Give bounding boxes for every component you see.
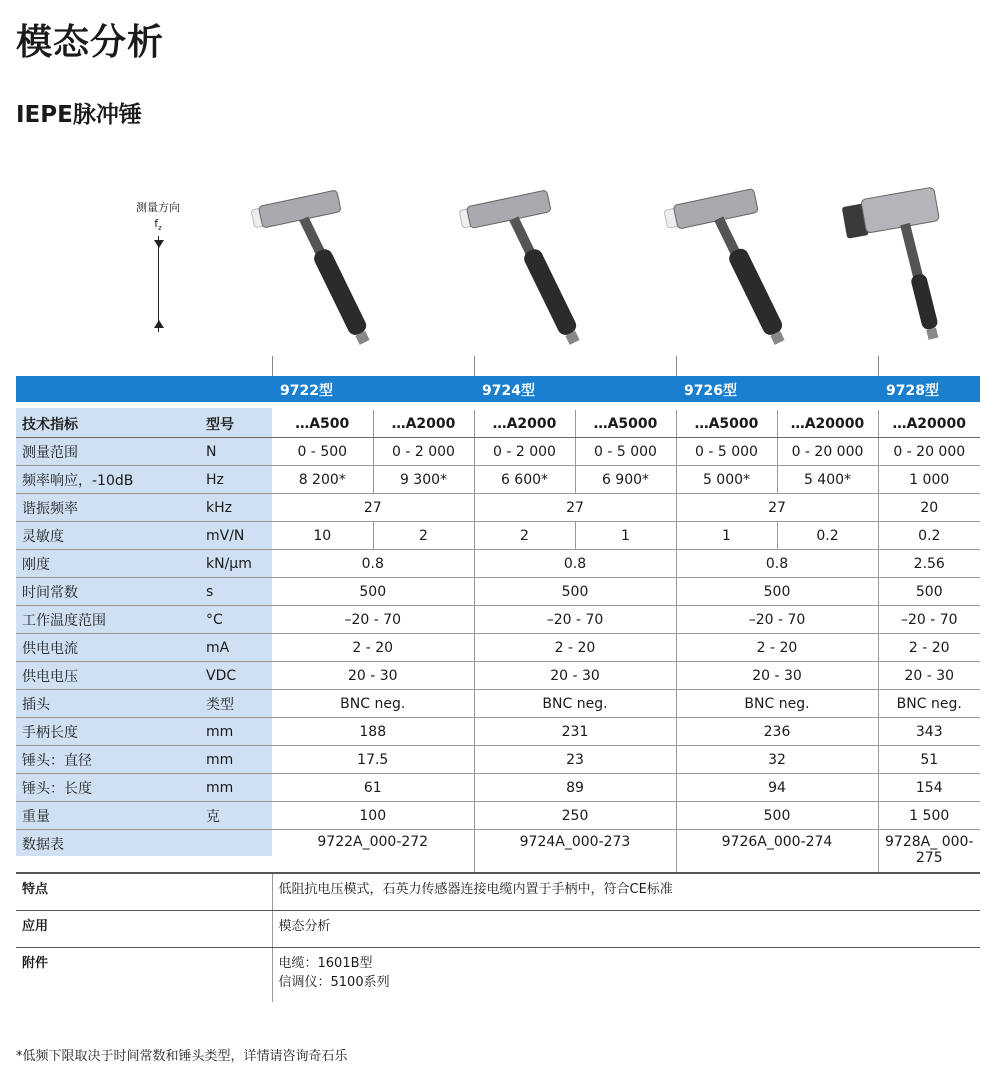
model-9722: 9722型 [280,383,333,399]
table-cell: 0 - 5 000 [676,438,777,466]
row-unit [202,830,272,873]
table-cell: 0 - 20 000 [878,438,980,466]
hammer-9728-image [835,180,975,360]
table-cell: –20 - 70 [878,606,980,634]
table-row [16,802,980,830]
model-9724: 9724型 [482,383,535,399]
feature-key: 附件 [22,956,49,971]
header-variant: …A5000 [676,410,777,438]
hammer-9722-image [240,180,380,360]
feature-row [16,874,980,911]
feature-key: 应用 [16,911,272,948]
table-cell: 89 [474,774,676,802]
separator [676,356,677,376]
table-cell: 9724A_000-273 [474,830,676,873]
page-subtitle: IEPE脉冲锤 [16,102,142,128]
spec-header-row [16,410,980,438]
row-label: 工作温度范围 [16,606,202,634]
table-cell: BNC neg. [676,690,878,718]
table-cell: 20 - 30 [676,662,878,690]
table-cell: 2 - 20 [272,634,474,662]
model-9728: 9728型 [886,383,939,399]
row-label: 谐振频率 [16,494,202,522]
page-title: 模态分析 [16,22,165,63]
table-cell: 500 [878,578,980,606]
header-variant: …A2000 [373,410,474,438]
row-unit: s [202,578,272,606]
separator [474,356,475,376]
row-unit: mV/N [202,522,272,550]
table-cell: 0 - 500 [272,438,373,466]
row-unit: 类型 [202,690,272,718]
footnote: *低频下限取决于时间常数和锤头类型，详情请咨询奇石乐 [16,1049,348,1064]
table-cell: 61 [272,774,474,802]
row-unit: mm [202,746,272,774]
table-row [16,578,980,606]
header-variant: …A2000 [474,410,575,438]
row-label: 重量 [16,802,202,830]
table-cell: 100 [272,802,474,830]
table-row [16,690,980,718]
table-cell: 0.2 [878,522,980,550]
feature-line: 低阻抗电压模式，石英力传感器连接电缆内置于手柄中，符合CE标准 [278,882,673,897]
table-cell: 9728A_ 000-275 [878,830,980,873]
table-cell: 2 [474,522,575,550]
table-cell: 500 [676,578,878,606]
feature-line: 信调仪：5100系列 [278,975,390,990]
table-cell: 6 900* [575,466,676,494]
table-cell: 27 [272,494,474,522]
table-cell: 94 [676,774,878,802]
table-cell: –20 - 70 [272,606,474,634]
header-label: 技术指标 [16,410,202,438]
table-cell: 10 [272,522,373,550]
hammer-9724-image [450,180,590,360]
table-cell: 2 - 20 [474,634,676,662]
table-cell: BNC neg. [474,690,676,718]
row-label: 供电电流 [16,634,202,662]
table-cell: 8 200* [272,466,373,494]
table-cell: 2 - 20 [878,634,980,662]
table-cell: 1 [676,522,777,550]
row-label: 频率响应，-10dB [16,466,202,494]
table-cell: 0 - 2 000 [474,438,575,466]
row-unit: mA [202,634,272,662]
table-cell: 27 [474,494,676,522]
table-cell: BNC neg. [272,690,474,718]
table-row [16,466,980,494]
row-unit: kN/µm [202,550,272,578]
table-cell: 5 000* [676,466,777,494]
table-cell: 20 - 30 [878,662,980,690]
row-label: 插头 [16,690,202,718]
hammer-9726-image [655,180,795,360]
row-label: 锤头：长度 [16,774,202,802]
table-row [16,438,980,466]
table-cell: 20 - 30 [474,662,676,690]
table-cell: 500 [676,802,878,830]
row-label: 测量范围 [16,438,202,466]
feature-line: 电缆：1601B型 [278,956,373,971]
table-row [16,662,980,690]
row-unit: °C [202,606,272,634]
table-cell: 231 [474,718,676,746]
table-cell: 5 400* [777,466,878,494]
table-row [16,634,980,662]
separator [272,356,273,376]
row-label: 手柄长度 [16,718,202,746]
table-cell: 1 000 [878,466,980,494]
table-cell: 0 - 20 000 [777,438,878,466]
row-label: 刚度 [16,550,202,578]
table-cell: 20 [878,494,980,522]
feature-row [16,911,980,948]
row-unit: mm [202,718,272,746]
table-cell: 0 - 5 000 [575,438,676,466]
row-unit: Hz [202,466,272,494]
table-row [16,830,980,873]
table-cell: 1 [575,522,676,550]
table-cell: –20 - 70 [474,606,676,634]
table-cell: 154 [878,774,980,802]
table-cell: 32 [676,746,878,774]
table-row [16,774,980,802]
header-variant: …A5000 [575,410,676,438]
header-unit: 型号 [202,410,272,438]
table-row [16,718,980,746]
row-unit: N [202,438,272,466]
direction-label: 测量方向 [136,201,180,214]
feature-line: 模态分析 [278,919,331,934]
table-row [16,522,980,550]
table-cell: 27 [676,494,878,522]
table-cell: 23 [474,746,676,774]
table-cell: –20 - 70 [676,606,878,634]
header-variant: …A500 [272,410,373,438]
table-cell: 9722A_000-272 [272,830,474,873]
row-label: 供电电压 [16,662,202,690]
table-cell: 51 [878,746,980,774]
separator [878,356,879,376]
header-variant: …A20000 [777,410,878,438]
table-cell: 2 - 20 [676,634,878,662]
feature-value [272,948,980,1003]
table-cell: 0 - 2 000 [373,438,474,466]
feature-table [16,873,980,1002]
direction-axis: $f_z$ [154,217,162,233]
arrow-down-icon [154,240,164,248]
table-cell: 9 300* [373,466,474,494]
table-cell: 0.8 [676,550,878,578]
table-cell: 250 [474,802,676,830]
model-9726: 9726型 [684,383,737,399]
table-cell: 0.8 [474,550,676,578]
feature-value [272,874,980,911]
row-label: 数据表 [16,830,202,873]
table-cell: 20 - 30 [272,662,474,690]
header-variant: …A20000 [878,410,980,438]
table-cell: 0.8 [272,550,474,578]
table-cell: 6 600* [474,466,575,494]
row-unit: 克 [202,802,272,830]
table-cell: 2 [373,522,474,550]
table-cell: 0.2 [777,522,878,550]
spec-table [16,410,980,873]
row-label: 时间常数 [16,578,202,606]
table-cell: 500 [474,578,676,606]
arrow-up-icon [154,320,164,328]
direction-indicator [130,199,186,232]
row-unit: mm [202,774,272,802]
feature-key: 特点 [16,874,272,911]
table-cell: 236 [676,718,878,746]
table-row [16,494,980,522]
feature-row [16,948,980,1003]
table-cell: 343 [878,718,980,746]
table-cell: BNC neg. [878,690,980,718]
table-row [16,606,980,634]
table-cell: 188 [272,718,474,746]
table-cell: 2.56 [878,550,980,578]
feature-value [272,911,980,948]
table-row [16,746,980,774]
row-unit: kHz [202,494,272,522]
row-label: 锤头：直径 [16,746,202,774]
table-cell: 500 [272,578,474,606]
table-cell: 17.5 [272,746,474,774]
row-label: 灵敏度 [16,522,202,550]
direction-line [158,236,159,332]
table-cell: 9726A_000-274 [676,830,878,873]
table-cell: 1 500 [878,802,980,830]
table-row [16,550,980,578]
row-unit: VDC [202,662,272,690]
